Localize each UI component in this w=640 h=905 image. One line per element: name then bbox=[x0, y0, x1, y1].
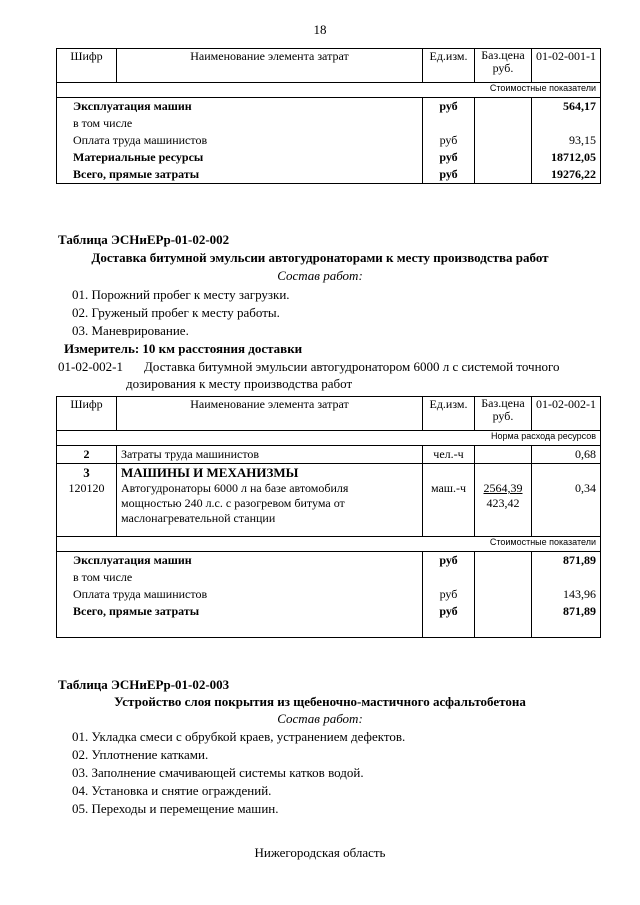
list-item: 01. Укладка смеси с обрубкой краев, устранением дефектов. bbox=[72, 729, 406, 744]
price-line: 2564,39 bbox=[483, 481, 523, 495]
list-item: 03. Заполнение смачивающей системы катков водой. bbox=[72, 765, 364, 780]
table-row-name: Эксплуатация машин bbox=[73, 99, 192, 113]
table-row-name: Всего, прямые затраты bbox=[73, 167, 200, 181]
row-name-line: Автогудронаторы 6000 л на базе автомобиля bbox=[121, 481, 349, 495]
list-item: 05. Переходы и перемещение машин. bbox=[72, 801, 279, 816]
table-id: 01-02-002-1 bbox=[532, 397, 601, 431]
table-row-value: 93,15 bbox=[532, 132, 601, 149]
table-row-code: 3 bbox=[57, 464, 117, 482]
table-row-value: 871,89 bbox=[532, 552, 601, 570]
table-row-value: 19276,22 bbox=[532, 166, 601, 184]
page-number: 18 bbox=[313, 22, 327, 37]
table-row-value: 0,34 bbox=[532, 481, 601, 537]
table-row-value: 18712,05 bbox=[532, 149, 601, 166]
table-row-unit: руб bbox=[423, 132, 475, 149]
list-item: 02. Уплотнение катками. bbox=[72, 747, 209, 762]
table-row-name: Оплата труда машинистов bbox=[73, 587, 208, 601]
header-base-price: Баз.цена руб. bbox=[475, 397, 532, 431]
table-row-unit: чел.-ч bbox=[423, 446, 475, 464]
table-row-value: 0,68 bbox=[532, 446, 601, 464]
table-row-value: 143,96 bbox=[532, 586, 601, 603]
table-label-3: Таблица ЭСНиЕРр-01-02-003 bbox=[58, 677, 230, 692]
table-row-unit: руб bbox=[423, 603, 475, 620]
header-name: Наименование элемента затрат bbox=[117, 49, 423, 83]
table-id: 01-02-001-1 bbox=[532, 49, 601, 83]
cost-table-2 bbox=[56, 396, 601, 638]
table-row-name: Затраты труда машинистов bbox=[117, 446, 423, 464]
header-base-price: Баз.цена руб. bbox=[475, 49, 532, 83]
list-item: 02. Груженый пробег к месту работы. bbox=[72, 305, 280, 320]
table-row-name: МАШИНЫ И МЕХАНИЗМЫ bbox=[117, 464, 423, 482]
table-row-unit: руб bbox=[423, 586, 475, 603]
table-row-unit: маш.-ч bbox=[423, 481, 475, 537]
table-label-2: Таблица ЭСНиЕРр-01-02-002 bbox=[58, 232, 230, 247]
cost-table-1 bbox=[56, 48, 601, 184]
list-item: 03. Маневрирование. bbox=[72, 323, 189, 338]
table-row-name: в том числе bbox=[73, 116, 133, 130]
table-row-unit: руб bbox=[423, 98, 475, 116]
table-row-code: 120120 bbox=[57, 481, 117, 537]
footer-region: Нижегородская область bbox=[254, 845, 386, 860]
table-row-name: Оплата труда машинистов bbox=[73, 133, 208, 147]
section-title-2: Доставка битумной эмульсии автогудронаторами к месту производства работ bbox=[91, 250, 549, 265]
list-item: 01. Порожний пробег к месту загрузки. bbox=[72, 287, 290, 302]
code-line-text: Доставка битумной эмульсии автогудронатором 6000 л с системой точного bbox=[144, 359, 560, 374]
composition-label-2: Состав работ: bbox=[277, 268, 363, 283]
row-name-line: мощностью 240 л.с. с разогревом битума от bbox=[121, 496, 345, 510]
section-title-3: Устройство слоя покрытия из щебеночно-мастичного асфальтобетона bbox=[114, 694, 526, 709]
code-line-text: дозирования к месту производства работ bbox=[126, 376, 353, 391]
composition-label-3: Состав работ: bbox=[277, 711, 363, 726]
table-row-code: 2 bbox=[57, 446, 117, 464]
table-row-unit: руб bbox=[423, 166, 475, 184]
table-row-name: Материальные ресурсы bbox=[73, 150, 204, 164]
header-unit: Ед.изм. bbox=[423, 49, 475, 83]
table-row-value: 564,17 bbox=[532, 98, 601, 116]
header-name: Наименование элемента затрат bbox=[117, 397, 423, 431]
table-row-price bbox=[475, 481, 532, 537]
band-cost-indicators: Стоимостные показатели bbox=[57, 83, 601, 98]
row-name-line: маслонагревательной станции bbox=[121, 511, 276, 525]
code-line-code: 01-02-002-1 bbox=[58, 359, 123, 374]
meter-line: Измеритель: 10 км расстояния доставки bbox=[64, 341, 303, 356]
list-item: 04. Установка и снятие ограждений. bbox=[72, 783, 272, 798]
header-unit: Ед.изм. bbox=[423, 397, 475, 431]
table-row-unit: руб bbox=[423, 552, 475, 570]
table-row-value: 871,89 bbox=[532, 603, 601, 620]
price-line: 423,42 bbox=[486, 496, 520, 510]
table-row-name: Эксплуатация машин bbox=[73, 553, 192, 567]
table-row-name bbox=[117, 481, 423, 537]
band-cost-indicators: Стоимостные показатели bbox=[57, 537, 601, 552]
table-row-unit: руб bbox=[423, 149, 475, 166]
table-row-name: в том числе bbox=[73, 570, 133, 584]
table-row-name: Всего, прямые затраты bbox=[73, 604, 200, 618]
band-resource-norm: Норма расхода ресурсов bbox=[57, 431, 601, 446]
header-code: Шифр bbox=[57, 49, 117, 83]
header-code: Шифр bbox=[57, 397, 117, 431]
